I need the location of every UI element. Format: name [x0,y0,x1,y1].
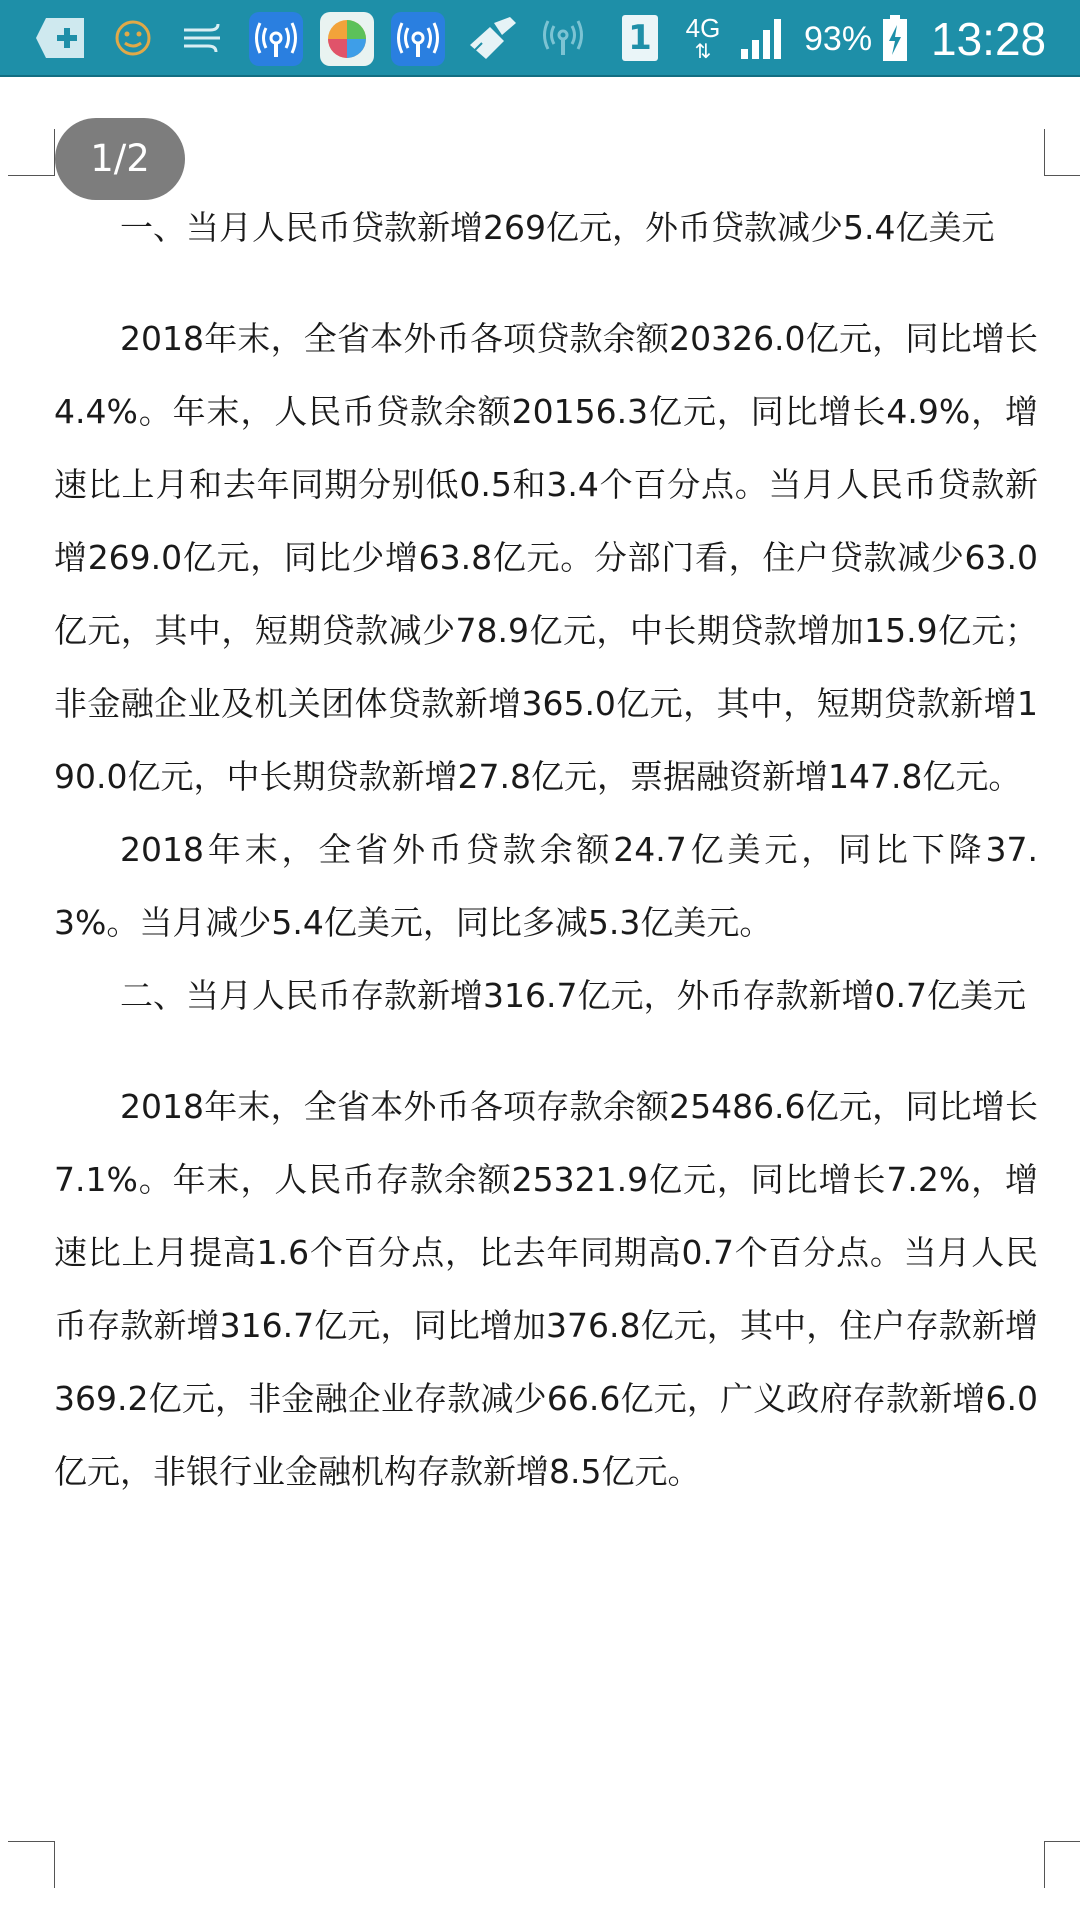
wind-icon [178,10,228,66]
page-indicator: 1/2 [55,118,185,200]
section-heading: 二、当月人民币存款新增316.7亿元，外币存款新增0.7亿美元 [120,976,1026,1015]
document-page[interactable] [0,77,1080,1920]
signal-icon [738,10,788,66]
network-type-label: 4G [685,13,721,43]
paragraph: 2018年末，全省外币贷款余额24.7亿美元，同比下降37.3%。当月减少5.4亿美元，同比多减5.3亿美元。 [54,830,1038,942]
section-heading: 一、当月人民币贷款新增269亿元，外币贷款减少5.4亿美元 [120,208,995,247]
status-bar [0,0,1080,77]
document-body [54,191,1038,1508]
page-corner-mark [8,1841,55,1888]
wifi-hotspot-icon [391,12,445,66]
wifi-hotspot-off-icon [535,10,591,66]
smiley-icon [108,10,158,66]
sim-card-icon [618,10,662,66]
clean-icon [462,10,522,66]
paragraph: 2018年末，全省本外币各项存款余额25486.6亿元，同比增长7.1%。年末，人民币存款余额25321.9亿元，同比增长7.2%，增速比上月提高1.6个百分点，比去年同期高0.7个百分点。当月人民币存款新增316.7亿元，同比增加376.8亿元，其中，住户存款新增369.2亿元，非金融企业存款减少66.6亿元，广义政府存款新增6.0亿元，非银行业金融机构存款新增8.5亿元。 [54,1087,1038,1491]
battery-percent: 93% [804,20,873,58]
add-icon [34,10,88,66]
page-corner-mark [1044,129,1080,176]
wifi-hotspot-icon [249,12,303,66]
paragraph: 2018年末，全省本外币各项贷款余额20326.0亿元，同比增长4.4%。年末，人民币贷款余额20156.3亿元，同比增长4.9%，增速比上月和去年同期分别低0.5和3.4个百分点。当月人民币贷款新增269.0亿元，同比少增63.8亿元。分部门看，住户贷款减少63.0亿元，其中，短期贷款减少78.9亿元，中长期贷款增加15.9亿元；非金融企业及机关团体贷款新增365.0亿元，其中，短期贷款新增190.0亿元，中长期贷款新增27.8亿元，票据融资新增147.8亿元。 [54,319,1038,796]
sim-slot-label: 1 [622,15,658,61]
page-corner-mark [1044,1841,1080,1888]
clock: 13:28 [931,13,1047,65]
network-4g-icon: 4G ⇅ [685,13,721,63]
battery-charging-icon [880,10,910,66]
app-store-icon [320,12,374,66]
page-corner-mark [8,129,55,176]
